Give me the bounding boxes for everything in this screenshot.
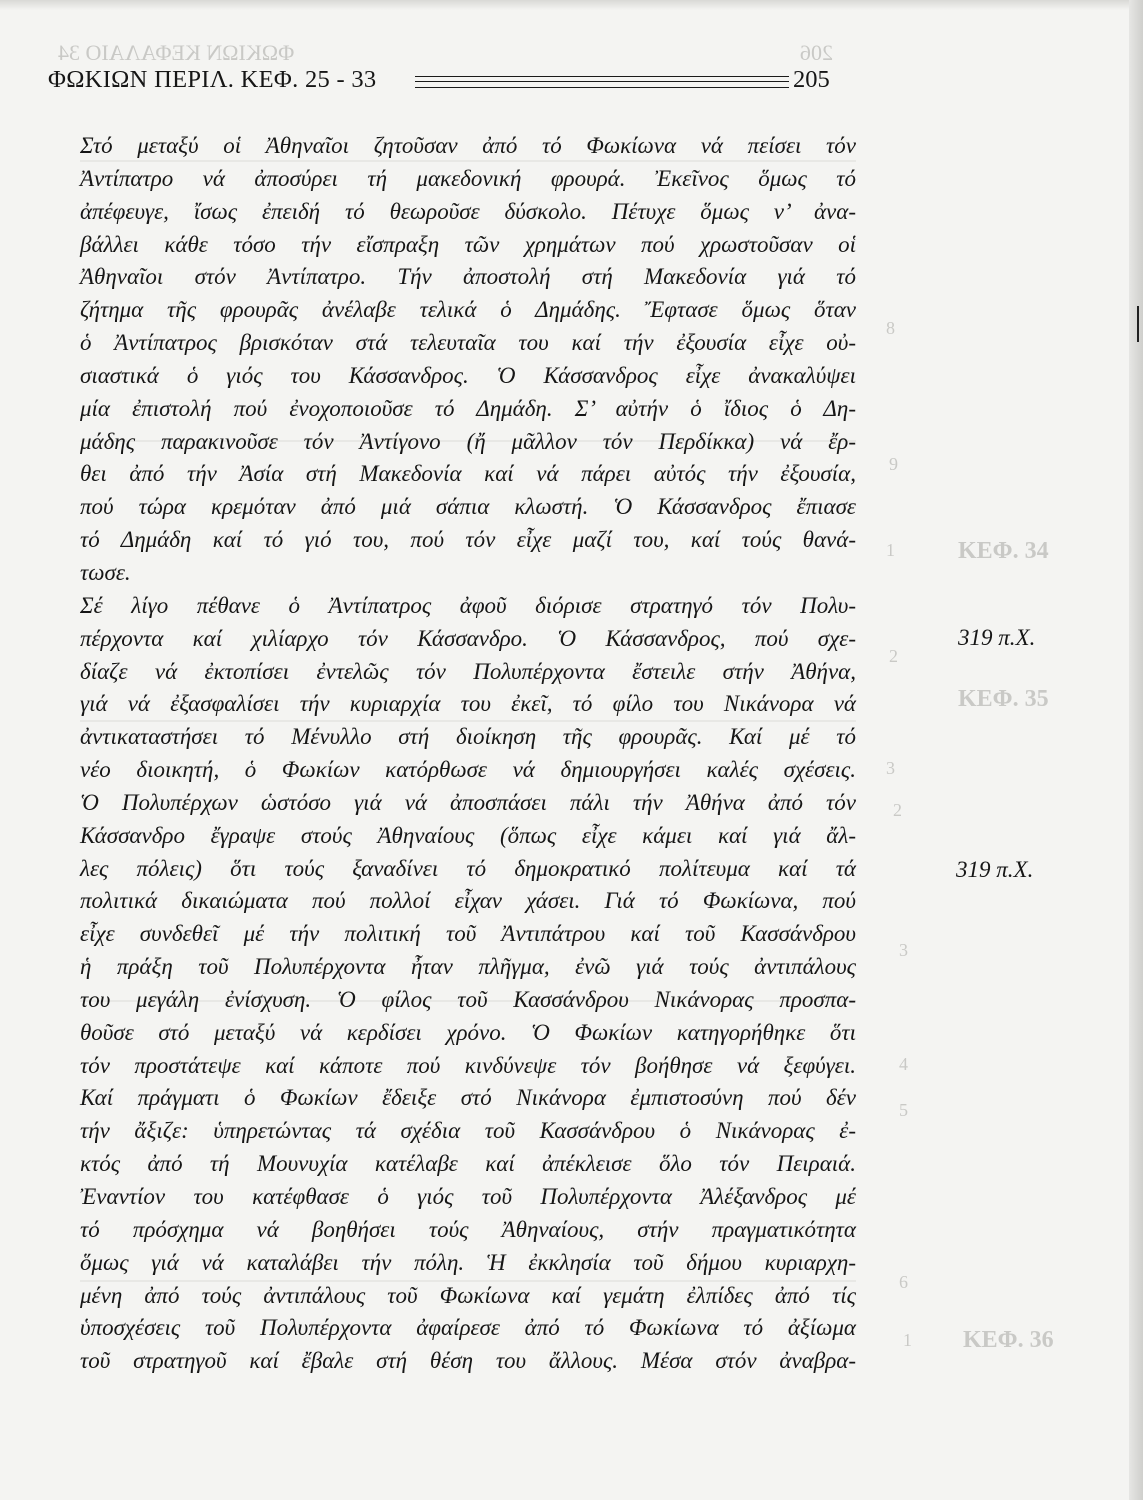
text-line: ἀπέφευγε, ἴσως ἐπειδή τό θεωροῦσε δύσκολο. Πέτυχε ὅμως ν’ ἀνα-	[80, 198, 856, 224]
show-through-running-title: ΦΩΚΙΩΝ ΚΕΦΑΛΑΙΟ 34	[58, 40, 295, 65]
text-line: νέο διοικητή, ὁ Φωκίων κατόρθωσε νά δημιουργήσει καλές σχέσεις.	[80, 757, 856, 783]
text-line: δίαζε νά ἐκτοπίσει ἐντελῶς τόν Πολυπέρχοντα ἔστειλε στήν Ἀθήνα,	[80, 658, 856, 684]
text-line: Ἀθηναῖοι στόν Ἀντίπατρο. Τήν ἀποστολή στή Μακεδονία γιά τό	[80, 264, 856, 290]
text-line: ὑποσχέσεις τοῦ Πολυπέρχοντα ἀφαίρεσε ἀπό τό Φωκίωνα τό ἀξίωμα	[80, 1315, 856, 1341]
text-line: μένη ἀπό τούς ἀντιπάλους τοῦ Φωκίωνα καί γεμάτη ἐλπίδες ἀπό τίς	[80, 1282, 856, 1308]
text-line: λες πόλεις) ὅτι τούς ξαναδίνει τό δημοκρατικό πολίτευμα καί τά	[80, 855, 856, 881]
text-line: μία ἐπιστολή πού ἐνοχοποιοῦσε τό Δημάδη. Σ’ αὐτήν ὁ ἴδιος ὁ Δη-	[80, 395, 856, 421]
header-rule	[415, 76, 789, 88]
show-through-number: 6	[899, 1272, 908, 1292]
text-line: του μεγάλη ἐνίσχυση. Ὁ φίλος τοῦ Κασσάνδρου Νικάνορας προσπα-	[80, 986, 856, 1012]
show-through-chapter-heading: ΚΕΦ. 34	[958, 538, 1049, 564]
text-line: τό Δημάδη καί τό γιό του, πού τόν εἶχε μαζί του, καί τούς θανά-	[80, 527, 856, 553]
text-line: σιαστικά ὁ γιός του Κάσσανδρος. Ὁ Κάσσανδρος εἶχε ἀνακαλύψει	[80, 362, 856, 388]
text-line: Ἀντίπατρο νά ἀποσύρει τή μακεδονική φρουρά. Ἐκεῖνος ὅμως τό	[80, 165, 856, 191]
text-line: κτός ἀπό τή Μουνυχία κατέλαβε καί ἀπέκλεισε ὅλο τόν Πειραιά.	[80, 1151, 856, 1177]
text-line: μάδης παρακινοῦσε τόν Ἀντίγονο (ἤ μᾶλλον τόν Περδίκκα) νά ἔρ-	[80, 428, 856, 454]
text-line: Στό μεταξύ οἱ Ἀθηναῖοι ζητοῦσαν ἀπό τό Φωκίωνα νά πείσει τόν	[80, 133, 856, 158]
text-line: τωσε.	[80, 559, 131, 585]
text-line: θει ἀπό τήν Ἀσία στή Μακεδονία καί νά πάρει αὐτός τήν ἐξουσία,	[80, 461, 856, 487]
text-line: τό πρόσχημα νά βοηθήσει τούς Ἀθηναίους, στήν πραγματικότητα	[80, 1216, 856, 1242]
text-line: Ὁ Πολυπέρχων ὡστόσο γιά νά ἀποσπάσει πάλι τήν Ἀθήνα ἀπό τόν	[80, 789, 856, 815]
show-through-number: 2	[893, 800, 902, 820]
edge-mark	[1137, 306, 1139, 342]
text-line: τοῦ στρατηγοῦ καί ἔβαλε στή θέση του ἄλλους. Μέσα στόν ἀναβρα-	[80, 1348, 856, 1374]
header-rule-middle	[415, 81, 789, 82]
show-through-number: 8	[886, 318, 895, 338]
show-through-number: 3	[899, 940, 908, 960]
running-header	[48, 66, 830, 102]
body-text	[80, 130, 856, 1378]
text-line: Καί πράγματι ὁ Φωκίων ἔδειξε στό Νικάνορα ἐμπιστοσύνη πού δέν	[80, 1085, 856, 1111]
show-through-number: 5	[899, 1100, 908, 1120]
page-top-shadow	[0, 0, 1143, 10]
page-number: 205	[793, 66, 830, 93]
show-through-number: 9	[889, 454, 898, 474]
show-through-number: 4	[899, 1054, 908, 1074]
text-line: γιά νά ἐξασφαλίσει τήν κυριαρχία του ἐκεῖ, τό φίλο του Νικάνορα νά	[80, 691, 856, 717]
text-line: ἀντικαταστήσει τό Μένυλλο στή διοίκηση τῆς φρουρᾶς. Καί μέ τό	[80, 724, 856, 750]
text-line: τόν προστάτεψε καί κάποτε πού κινδύνεψε τόν βοήθησε νά ξεφύγει.	[80, 1052, 856, 1078]
show-through-chapter-heading: ΚΕΦ. 35	[958, 686, 1049, 712]
text-line: Ἐναντίον του κατέφθασε ὁ γιός τοῦ Πολυπέρχοντα Ἀλέξανδρος μέ	[80, 1184, 856, 1209]
text-line: ἡ πράξη τοῦ Πολυπέρχοντα ἦταν πλῆγμα, ἐνῶ γιά τούς ἀντιπάλους	[80, 954, 856, 980]
text-line: Κάσσανδρο ἔγραψε στούς Ἀθηναίους (ὅπως εἶχε κάμει καί γιά ἄλ-	[80, 822, 856, 848]
running-title: ΦΩΚΙΩΝ ΠΕΡΙΛ. ΚΕΦ. 25 - 33	[48, 66, 377, 93]
margin-date-note: 319 π.Χ.	[958, 625, 1036, 650]
show-through-page-number: 206	[800, 40, 833, 65]
text-line: εἶχε συνδεθεῖ μέ τήν πολιτική τοῦ Ἀντιπάτρου καί τοῦ Κασσάνδρου	[80, 921, 856, 947]
text-line: θοῦσε στό μεταξύ νά κερδίσει χρόνο. Ὁ Φωκίων κατηγορήθηκε ὅτι	[80, 1019, 856, 1045]
text-line: πέρχοντα καί χιλίαρχο τόν Κάσσανδρο. Ὁ Κάσσανδρος, πού σχε-	[80, 625, 856, 651]
text-line: βάλλει κάθε τόσο τήν εἴσπραξη τῶν χρημάτων πού χρωστοῦσαν οἱ	[80, 231, 856, 257]
show-through-number: 3	[886, 758, 895, 778]
text-line: ζήτημα τῆς φρουρᾶς ἀνέλαβε τελικά ὁ Δημάδης. Ἔφτασε ὅμως ὅταν	[80, 297, 856, 323]
show-through-number: 1	[903, 1330, 912, 1350]
show-through-chapter-heading: ΚΕΦ. 36	[963, 1327, 1054, 1353]
page-right-edge	[1129, 0, 1143, 1500]
show-through-number: 1	[886, 540, 895, 560]
text-line: πού τώρα κρεμόταν ἀπό μιά σάπια κλωστή. Ὁ Κάσσανδρος ἔπιασε	[80, 494, 856, 520]
show-through-number: 2	[889, 646, 898, 666]
text-line: τήν ἄξιζε: ὑπηρετώντας τά σχέδια τοῦ Κασσάνδρου ὁ Νικάνορας ἐ-	[80, 1118, 856, 1144]
text-line: Σέ λίγο πέθανε ὁ Ἀντίπατρος ἀφοῦ διόρισε στρατηγό τόν Πολυ-	[80, 592, 856, 618]
text-line: πολιτικά δικαιώματα πού πολλοί εἶχαν χάσει. Γιά τό Φωκίωνα, πού	[80, 888, 856, 914]
text-line: ὁ Ἀντίπατρος βρισκόταν στά τελευταῖα του καί τήν ἐξουσία εἶχε οὐ-	[80, 330, 856, 356]
margin-date-note: 319 π.Χ.	[956, 857, 1034, 882]
text-line: ὅμως γιά νά καταλάβει τήν πόλη. Ἡ ἐκκλησία τοῦ δήμου κυριαρχη-	[80, 1249, 856, 1275]
